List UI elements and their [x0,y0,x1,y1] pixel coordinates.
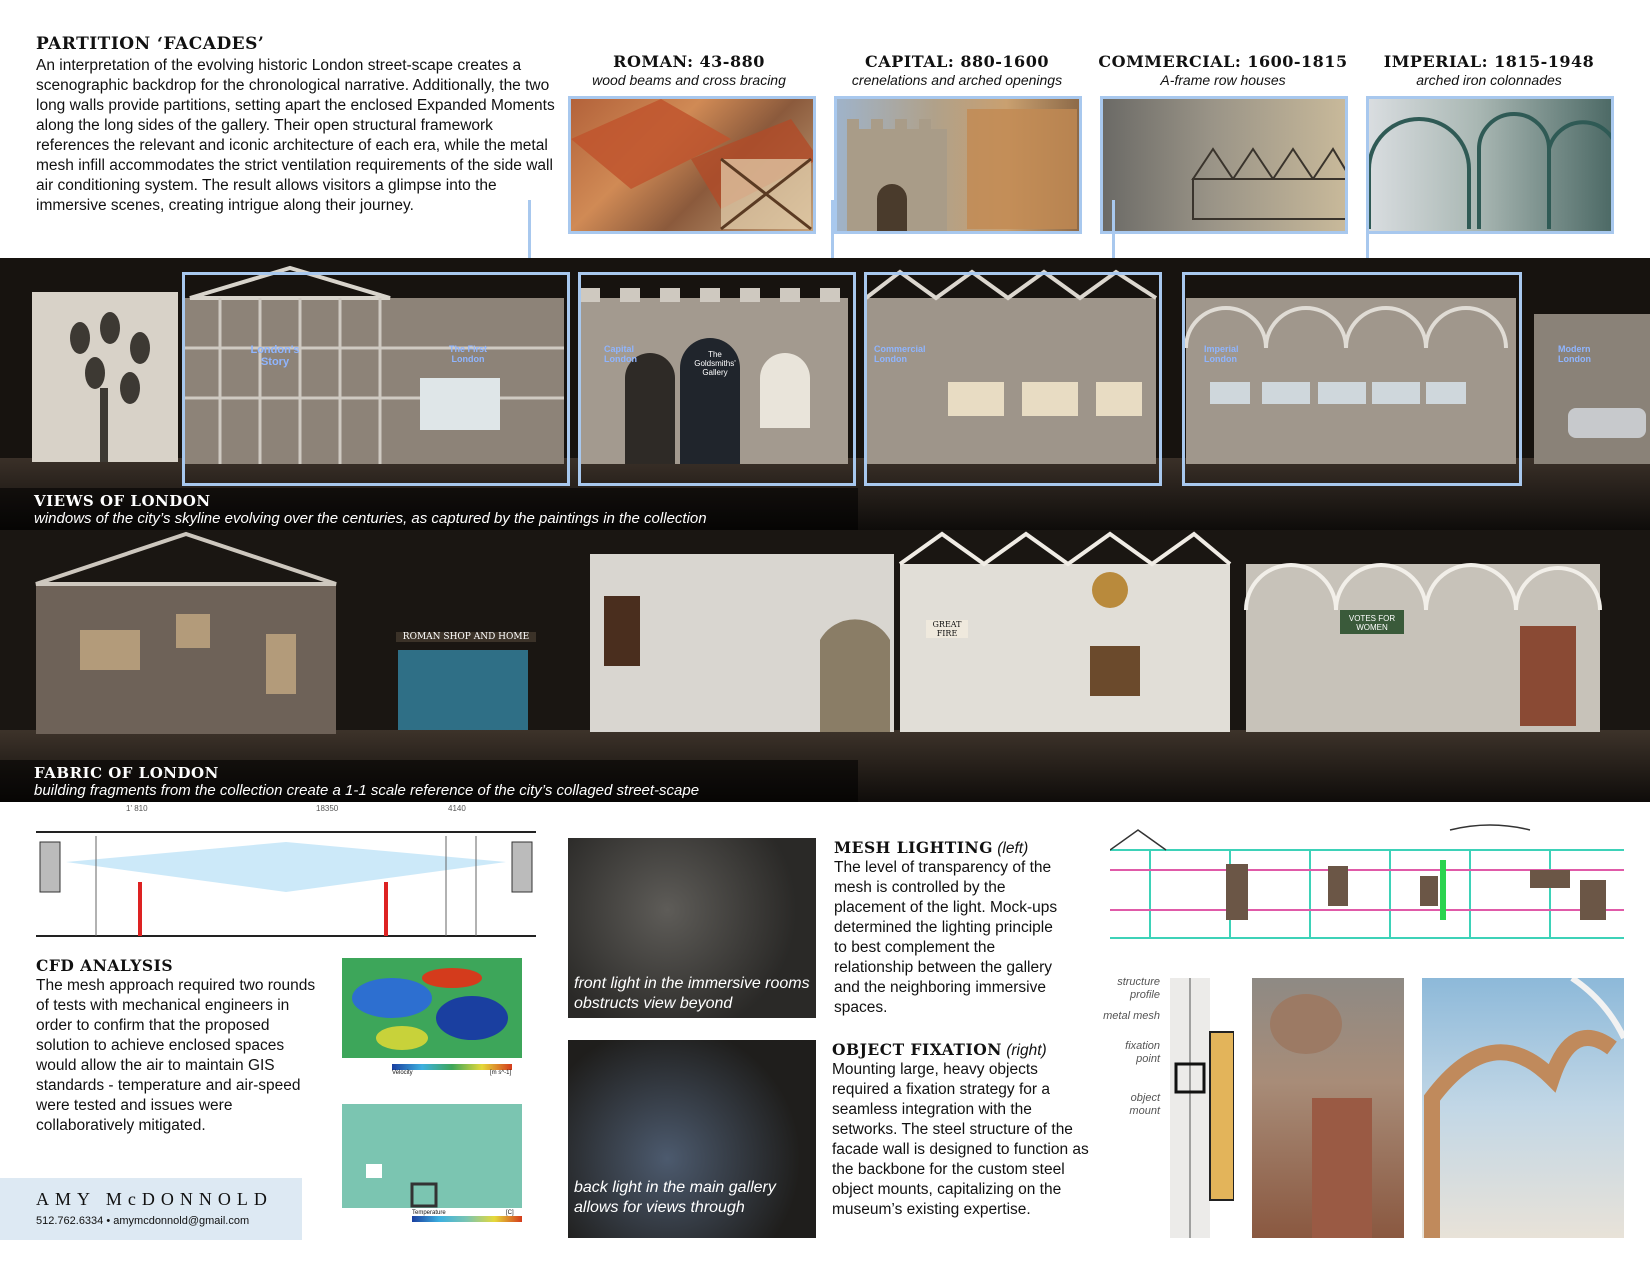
mesh-front-light-photo [568,838,816,1018]
capital-illustration [837,99,1082,234]
commercial-facade-frame [864,272,1162,486]
elevation-drawing [1110,820,1624,940]
sign-roman-shop: ROMAN SHOP AND HOME [396,632,536,642]
mesh-lighting-title: MESH LIGHTING [834,838,993,857]
object-fixation-qualifier: (right) [1006,1042,1047,1059]
gothic-arch-image [1422,978,1624,1238]
temperature-legend-unit: [C] [506,1210,514,1216]
object-fixation-title: OBJECT FIXATION [832,1040,1002,1059]
gothic-fragment-photo [1422,978,1624,1238]
capital-facade-frame [578,272,856,486]
era-dates: : 43-880 [687,52,765,71]
sign-great-fire: GREAT FIRE [926,620,968,638]
mesh-lighting-text: The level of transparency of the mesh is controlled by the placement of the light. Mock-ups determined the lighting principle to best complement the relationship between the gallery and the neighboring immersive spaces. [834,859,1058,1016]
sign-goldsmiths-gallery: The Goldsmiths' Gallery [694,350,736,377]
cfd-temperature-plot [342,1104,522,1230]
velocity-legend-unit: [m s^-1] [490,1070,512,1076]
era-dates: : 1600-1815 [1234,52,1348,71]
commercial-architecture-image [1100,96,1348,234]
label-metal-mesh: metal mesh [1103,1010,1160,1022]
page-title: PARTITION ‘FACADES’ [36,34,265,54]
era-header-commercial [1098,52,1348,88]
views-title: VIEWS OF LONDON [34,492,211,510]
fixation-detail-drawing [1170,978,1234,1238]
mesh-photo-caption: front light in the immersive rooms obstructs view beyond [574,975,810,1012]
section-drawing-svg [36,812,536,940]
temperature-legend-label: Temperature [412,1210,446,1216]
elevation-drawing-svg [1110,820,1624,940]
sign-imperial-london: Imperial London [1204,344,1239,364]
era-description: arched iron colonnades [1416,72,1562,88]
dimension-label: 1' 810 [126,804,148,813]
fabric-of-london-render [0,530,1650,802]
cfd-velocity-plot [342,958,522,1078]
mesh-lighting-qualifier: (left) [997,840,1029,857]
dimension-label: 18350 [316,804,339,813]
era-header-imperial [1366,52,1612,88]
cfd-title: CFD ANALYSIS [36,956,174,975]
label-object-mount: object mount [1129,1092,1160,1117]
author-contact: 512.762.6334 • amymcdonnold@gmail.com [36,1215,250,1227]
era-description: crenelations and arched openings [851,72,1063,88]
views-of-london-render [0,258,1650,530]
era-dates: : 1815-1948 [1481,52,1595,71]
era-description: wood beams and cross bracing [592,72,786,88]
roman-architecture-image [568,96,816,234]
label-structure-profile: structure profile [1117,976,1160,1001]
era-name: ROMAN [613,52,688,71]
era-header-capital [832,52,1082,88]
imperial-illustration [1369,99,1614,234]
sign-modern-london: Modern London [1558,344,1591,364]
roman-facade-frame [182,272,570,486]
era-name: COMMERCIAL [1098,52,1235,71]
velocity-legend-label: Velocity [392,1070,413,1076]
sign-londons-story: London's Story [250,344,300,368]
imperial-facade-frame [1182,272,1522,486]
commercial-illustration [1103,99,1348,234]
fixation-detail-svg [1170,978,1234,1238]
dimension-label: 4140 [448,804,466,813]
views-caption [0,488,858,530]
sign-capital-london: Capital London [604,344,637,364]
author-name: AMY McDONNOLD [36,1189,273,1209]
fabric-subtitle: building fragments from the collection create a 1-1 scale reference of the city’s collaged street-scape [34,782,700,799]
mesh-lighting-heading [834,838,1028,858]
era-description: A-frame row houses [1160,72,1286,88]
stone-fragment-image [1252,978,1404,1238]
sign-first-london: The First London [448,344,487,364]
sign-votes-for-women: VOTES FOR WOMEN [1348,614,1396,632]
era-header-roman [566,52,812,88]
object-fixation-heading [832,1040,1047,1060]
temperature-map [342,1104,522,1208]
era-dates: : 880-1600 [947,52,1049,71]
fabric-caption [0,760,858,802]
fabric-title: FABRIC OF LONDON [34,764,219,782]
mesh-back-light-photo [568,1040,816,1238]
sign-commercial-london: Commercial London [874,344,926,364]
cfd-text: The mesh approach required two rounds of tests with mechanical engineers in order to confirm that the proposed solution to achieve enclosed spaces would allow the air to maintain GIS standards - temperature and air-speed were tested and issues were collaboratively mitigated. [36,977,316,1134]
velocity-map [342,958,522,1062]
views-subtitle: windows of the city’s skyline evolving over the centuries, as captured by the paintings in the collection [34,510,707,527]
intro-paragraph: An interpretation of the evolving historic London street-scape creates a scenographic backdrop for the chronological narrative. Additionally, the two long walls provide partitions, setting apart the enclosed Expanded Moments along the long sides of the gallery. Their open structural framework references the relevant and iconic architecture of each era, while the metal mesh infill accommodates the strict ventilation requirements of the side wall air conditioning system. The result allows visitors a glimpse into the immersive scenes, creating intrigue along their journey. [36,57,555,214]
roman-illustration [571,99,816,234]
era-name: IMPERIAL [1383,52,1482,71]
object-fixation-text: Mounting large, heavy objects required a fixation strategy for a seamless integration with the setworks. The steel structure of the facade wall is designed to function as the backbone for the custom steel object mounts, capitalizing on the museum’s existing expertise. [832,1061,1089,1218]
mesh-photo-caption: back light in the main gallery allows for views through [574,1179,776,1216]
capital-architecture-image [834,96,1082,234]
object-mount-photo [1252,978,1404,1238]
era-name: CAPITAL [865,52,948,71]
label-fixation-point: fixation point [1125,1040,1160,1065]
imperial-architecture-image [1366,96,1614,234]
section-drawing [36,804,536,940]
temperature-legend-bar [412,1216,522,1222]
